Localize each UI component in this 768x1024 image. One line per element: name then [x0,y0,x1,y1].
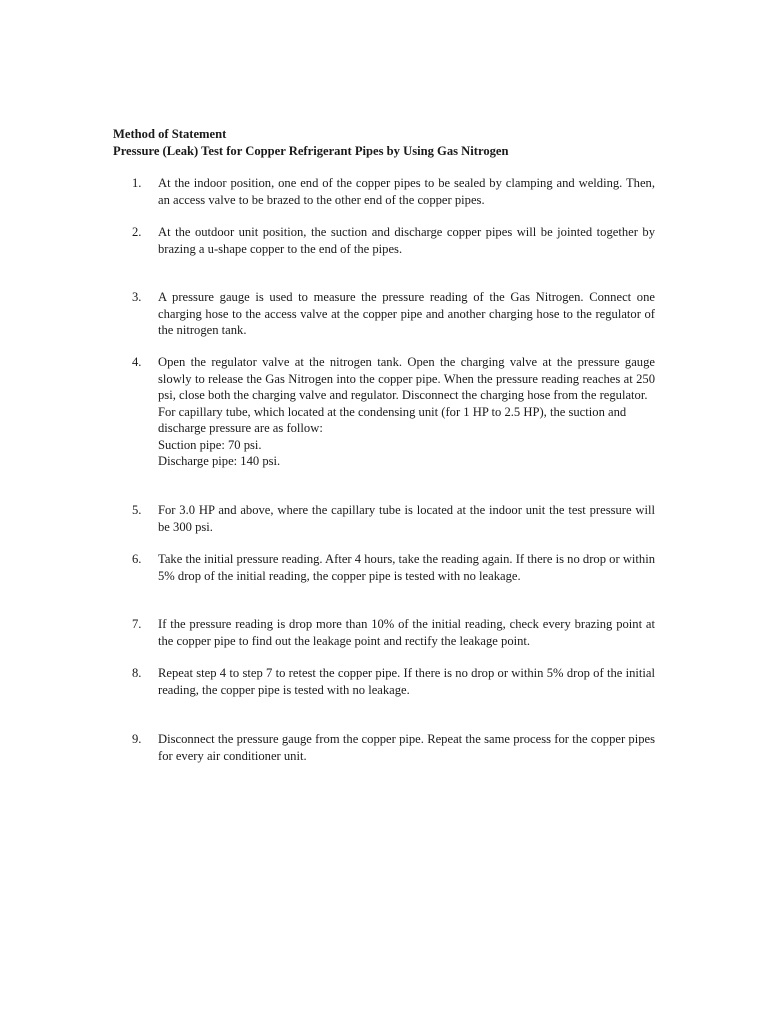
title-block [113,126,673,159]
step-note: Discharge pipe: 140 psi. [158,454,281,468]
step-number: 6. [132,552,142,566]
step-number: 9. [132,732,142,746]
step-number: 3. [132,290,142,304]
step-number: 1. [132,176,142,190]
step-number: 5. [132,503,142,517]
step-text: Disconnect the pressure gauge from the copper pipe. Repeat the same process for the copper pipes for every air conditioner unit. [158,732,655,763]
document-title: Method of Statement [113,127,227,141]
step-note: Suction pipe: 70 psi. [158,437,262,452]
step-text: A pressure gauge is used to measure the pressure reading of the Gas Nitrogen. Connect one charging hose to the access valve at the copper pipe and another charging hose to the regulator of the nitrogen tank. [158,290,655,337]
step-number: 7. [132,617,142,631]
step-number: 2. [132,225,142,239]
document-subtitle: Pressure (Leak) Test for Copper Refrigerant Pipes by Using Gas Nitrogen [113,143,509,158]
step-text: At the outdoor unit position, the suction and discharge copper pipes will be jointed together by brazing a u-shape copper to the end of the pipes. [158,225,655,256]
step-text: If the pressure reading is drop more than 10% of the initial reading, check every brazing point at the copper pipe to find out the leakage point and rectify the leakage point. [158,617,655,648]
step-text: For 3.0 HP and above, where the capillary tube is located at the indoor unit the test pressure will be 300 psi. [158,503,655,534]
step-text: Take the initial pressure reading. After 4 hours, take the reading again. If there is no drop or within 5% drop of the initial reading, the copper pipe is tested with no leakage. [158,552,655,583]
step-text: Open the regulator valve at the nitrogen tank. Open the charging valve at the pressure gauge slowly to release the Gas Nitrogen into the copper pipe. When the pressure reading reaches at 250 psi, close both the charging valve and regulator. Disconnect the charging hose from the regulator. [158,355,655,402]
step-number: 8. [132,666,142,680]
step-text: At the indoor position, one end of the copper pipes to be sealed by clamping and welding. Then, an access valve to be brazed to the other end of the copper pipes. [158,176,655,207]
step-note: For capillary tube, which located at the condensing unit (for 1 HP to 2.5 HP), the suction and discharge pressure are as follow: [158,404,627,435]
step-number: 4. [132,355,142,369]
step-text: Repeat step 4 to step 7 to retest the copper pipe. If there is no drop or within 5% drop of the initial reading, the copper pipe is tested with no leakage. [158,666,655,697]
